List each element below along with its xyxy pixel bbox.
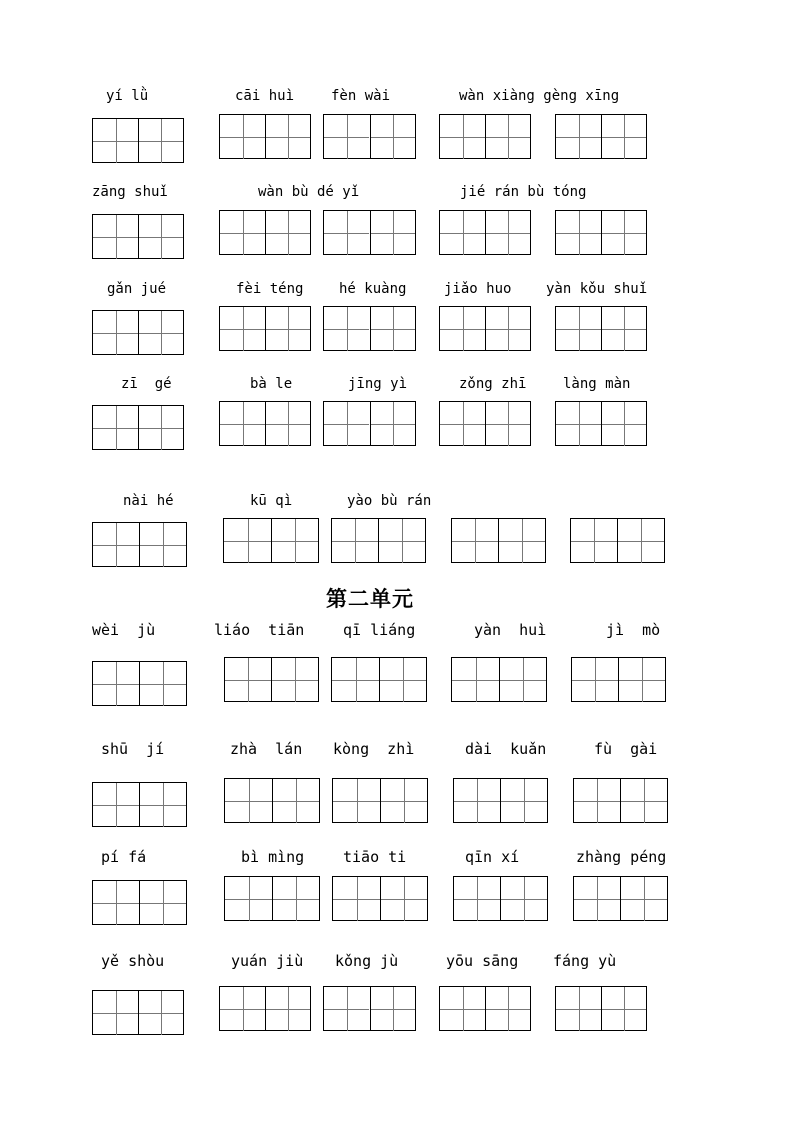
writing-grid[interactable] bbox=[453, 778, 548, 823]
writing-grid[interactable] bbox=[555, 210, 647, 255]
writing-grid[interactable] bbox=[331, 518, 426, 563]
pinyin-label: fù gài bbox=[594, 740, 658, 758]
pinyin-label: jì mò bbox=[606, 621, 661, 639]
writing-grid[interactable] bbox=[219, 210, 311, 255]
pinyin-label: jiǎo huo bbox=[444, 281, 512, 297]
writing-grid[interactable] bbox=[555, 306, 647, 351]
unit-title: 第二单元 bbox=[326, 586, 414, 611]
pinyin-label: bì mìng bbox=[241, 848, 305, 866]
writing-grid[interactable] bbox=[323, 401, 416, 446]
writing-grid[interactable] bbox=[332, 876, 428, 921]
pinyin-label: nài hé bbox=[123, 493, 174, 509]
writing-grid[interactable] bbox=[219, 986, 311, 1031]
pinyin-label: liáo tiān bbox=[214, 621, 305, 639]
writing-grid[interactable] bbox=[555, 401, 647, 446]
pinyin-label: jīng yì bbox=[348, 376, 408, 392]
pinyin-label: bà le bbox=[250, 376, 293, 392]
writing-grid[interactable] bbox=[439, 306, 531, 351]
writing-grid[interactable] bbox=[92, 522, 187, 567]
pinyin-label: yàn kǒu shuǐ bbox=[546, 281, 648, 297]
writing-grid[interactable] bbox=[323, 306, 416, 351]
writing-grid[interactable] bbox=[331, 657, 427, 702]
pinyin-label: wèi jù bbox=[92, 621, 156, 639]
pinyin-label: zǒng zhī bbox=[459, 376, 527, 392]
writing-grid[interactable] bbox=[92, 310, 184, 355]
writing-grid[interactable] bbox=[224, 657, 319, 702]
pinyin-label: hé kuàng bbox=[339, 281, 407, 297]
writing-grid[interactable] bbox=[451, 657, 547, 702]
pinyin-label: yào bù rán bbox=[347, 493, 432, 509]
writing-grid[interactable] bbox=[453, 876, 548, 921]
writing-grid[interactable] bbox=[439, 210, 531, 255]
pinyin-label: yuán jiù bbox=[231, 952, 304, 970]
pinyin-label: tiāo ti bbox=[343, 848, 407, 866]
writing-grid[interactable] bbox=[451, 518, 546, 563]
pinyin-label: yōu sāng bbox=[446, 952, 519, 970]
writing-grid[interactable] bbox=[323, 210, 416, 255]
pinyin-label: shū jí bbox=[101, 740, 165, 758]
writing-grid[interactable] bbox=[323, 986, 416, 1031]
pinyin-label: dài kuǎn bbox=[465, 740, 547, 758]
pinyin-label: wàn bù dé yǐ bbox=[258, 184, 360, 200]
pinyin-label: kū qì bbox=[250, 493, 293, 509]
pinyin-label: yě shòu bbox=[101, 952, 165, 970]
pinyin-label: kòng zhì bbox=[333, 740, 415, 758]
writing-grid[interactable] bbox=[92, 118, 184, 163]
writing-grid[interactable] bbox=[92, 880, 187, 925]
pinyin-label: fèi téng bbox=[236, 281, 304, 297]
pinyin-label: gǎn jué bbox=[107, 281, 167, 297]
writing-grid[interactable] bbox=[219, 401, 311, 446]
pinyin-label: zhàng péng bbox=[576, 848, 667, 866]
writing-grid[interactable] bbox=[555, 114, 647, 159]
writing-grid[interactable] bbox=[573, 778, 668, 823]
writing-grid[interactable] bbox=[219, 114, 311, 159]
writing-grid[interactable] bbox=[555, 986, 647, 1031]
writing-grid[interactable] bbox=[92, 661, 187, 706]
writing-grid[interactable] bbox=[92, 214, 184, 259]
pinyin-label: zī gé bbox=[121, 376, 172, 392]
pinyin-label: qī liáng bbox=[343, 621, 416, 639]
writing-grid[interactable] bbox=[439, 114, 531, 159]
writing-grid[interactable] bbox=[92, 990, 184, 1035]
writing-grid[interactable] bbox=[573, 876, 668, 921]
writing-grid[interactable] bbox=[323, 114, 416, 159]
pinyin-label: cāi huì bbox=[235, 88, 295, 104]
writing-grid[interactable] bbox=[332, 778, 428, 823]
writing-grid[interactable] bbox=[224, 876, 320, 921]
writing-grid[interactable] bbox=[224, 778, 320, 823]
pinyin-label: jié rán bù tóng bbox=[460, 184, 587, 200]
pinyin-label: kǒng jù bbox=[335, 952, 399, 970]
writing-grid[interactable] bbox=[439, 401, 531, 446]
writing-grid[interactable] bbox=[571, 657, 666, 702]
pinyin-label: zāng shuǐ bbox=[92, 184, 168, 200]
writing-grid[interactable] bbox=[219, 306, 311, 351]
pinyin-label: fáng yù bbox=[553, 952, 617, 970]
writing-grid[interactable] bbox=[439, 986, 531, 1031]
writing-grid[interactable] bbox=[570, 518, 665, 563]
pinyin-label: qīn xí bbox=[465, 848, 520, 866]
writing-grid[interactable] bbox=[223, 518, 319, 563]
writing-grid[interactable] bbox=[92, 782, 187, 827]
pinyin-label: yí lǜ bbox=[106, 88, 149, 104]
writing-grid[interactable] bbox=[92, 405, 184, 450]
pinyin-label: làng màn bbox=[563, 376, 631, 392]
pinyin-label: wàn xiàng gèng xīng bbox=[459, 88, 620, 104]
pinyin-label: yàn huì bbox=[474, 621, 547, 639]
pinyin-label: pí fá bbox=[101, 848, 147, 866]
pinyin-label: zhà lán bbox=[230, 740, 303, 758]
pinyin-label: fèn wài bbox=[331, 88, 391, 104]
